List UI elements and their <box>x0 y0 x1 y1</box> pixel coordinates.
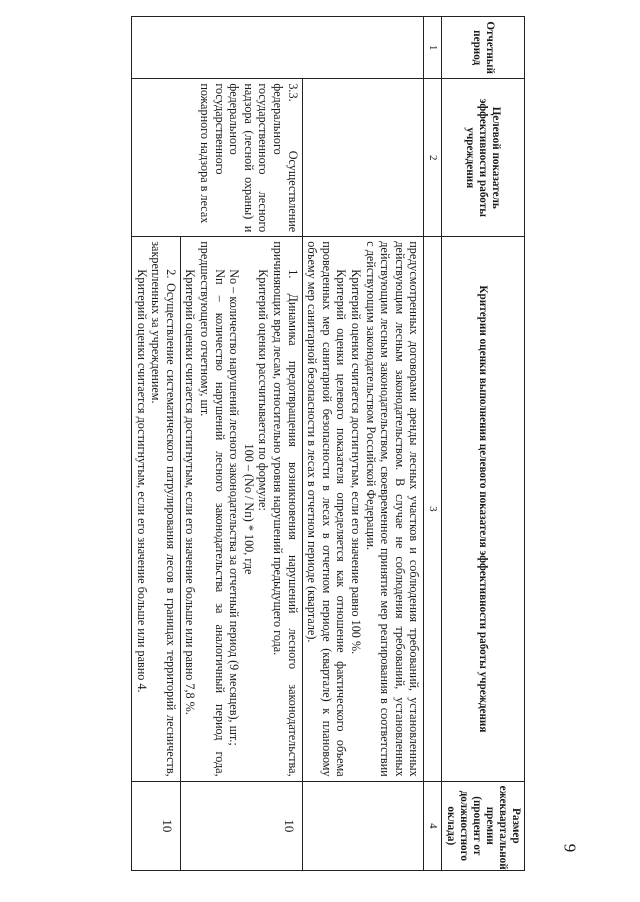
text-line: Nп – количество нарушений лесного законодательства за аналогичный период года, предшествующего отчетному, шт. <box>198 241 227 777</box>
text-line: Критерий оценки считается достигнутым, если его значение больше или равно 4. <box>134 269 149 693</box>
text-line: 1. Динамика предотвращения возникновения нарушений лесного законодательства, причиняющих вред лесам, относительно уровня нарушений предыдущего года. <box>271 241 300 777</box>
header-bonus: Размер ежеквартальной премии (процент от должностного оклада) <box>442 781 525 870</box>
header-criteria: Критерии оценки выполнения целевого показателя эффективности работы учреждения <box>442 237 525 781</box>
col-number-4: 4 <box>424 781 442 870</box>
criterion-1-points: 10 <box>180 781 302 870</box>
text-line: Критерий оценки рассчитывается по формуле: <box>256 269 271 511</box>
page-number: 9 <box>560 843 580 853</box>
continuation-criteria <box>302 237 424 781</box>
col-number-3: 3 <box>424 237 442 781</box>
col-number-1: 1 <box>424 17 442 79</box>
text-line: No – количество нарушений лесного законодательства за отчетный период (9 месяцев), шт.; <box>227 269 242 746</box>
indicator-cell-empty <box>302 79 424 237</box>
criterion-row-1 <box>180 17 302 871</box>
criterion-2-text <box>132 237 181 781</box>
indicator-text: 3.3. Осуществление федерального государственного лесного надзора (лесной охраны) и федерального государственного пожарного надзора в лесах <box>132 79 303 237</box>
text-line: 2. Осуществление систематического патрулирования лесов в границах территорий лесничеств, закрепленных за учреждением. <box>149 241 178 777</box>
rotated-table-container <box>55 16 525 871</box>
header-indicator: Целевой показатель эффективности работы учреждения <box>442 79 525 237</box>
col-number-2: 2 <box>424 79 442 237</box>
header-period: Отчетный период <box>442 17 525 79</box>
document-sheet <box>55 16 525 871</box>
text-line: Критерий оценки считается достигнутым, если его значение равно 100 %. <box>349 269 364 655</box>
period-cell <box>132 17 424 79</box>
header-row <box>442 17 525 871</box>
bonus-cell-empty <box>302 781 424 870</box>
criteria-table <box>131 16 525 871</box>
criterion-2-points: 10 <box>132 781 181 870</box>
column-number-row <box>424 17 442 871</box>
formula: 100 – (No / Nп) * 100, где <box>241 443 256 575</box>
text-line: Критерий оценки считается достигнутым, если его значение больше или равно 7,8 %. <box>183 269 198 715</box>
criterion-1-text <box>180 237 302 781</box>
continuation-row <box>302 17 424 871</box>
text-line: предусмотренных договорами аренды лесных участков и соблюдения требований, установленных действующим лесным законодательством. В случае не соблюдения требований, установленных действующим лесным законодательством, своевременное принятие мер реагирования в соответствии с действующим законодательством Российской Федерации. <box>363 241 422 777</box>
text-line: Критерий оценки целевого показателя определяется как отношение фактического объема проведенных мер санитарной безопасности в лесах в отчетном периоде (квартале) к плановому объему мер санитарной безопасности в лесах в отчетном периоде (квартале). <box>305 241 349 777</box>
